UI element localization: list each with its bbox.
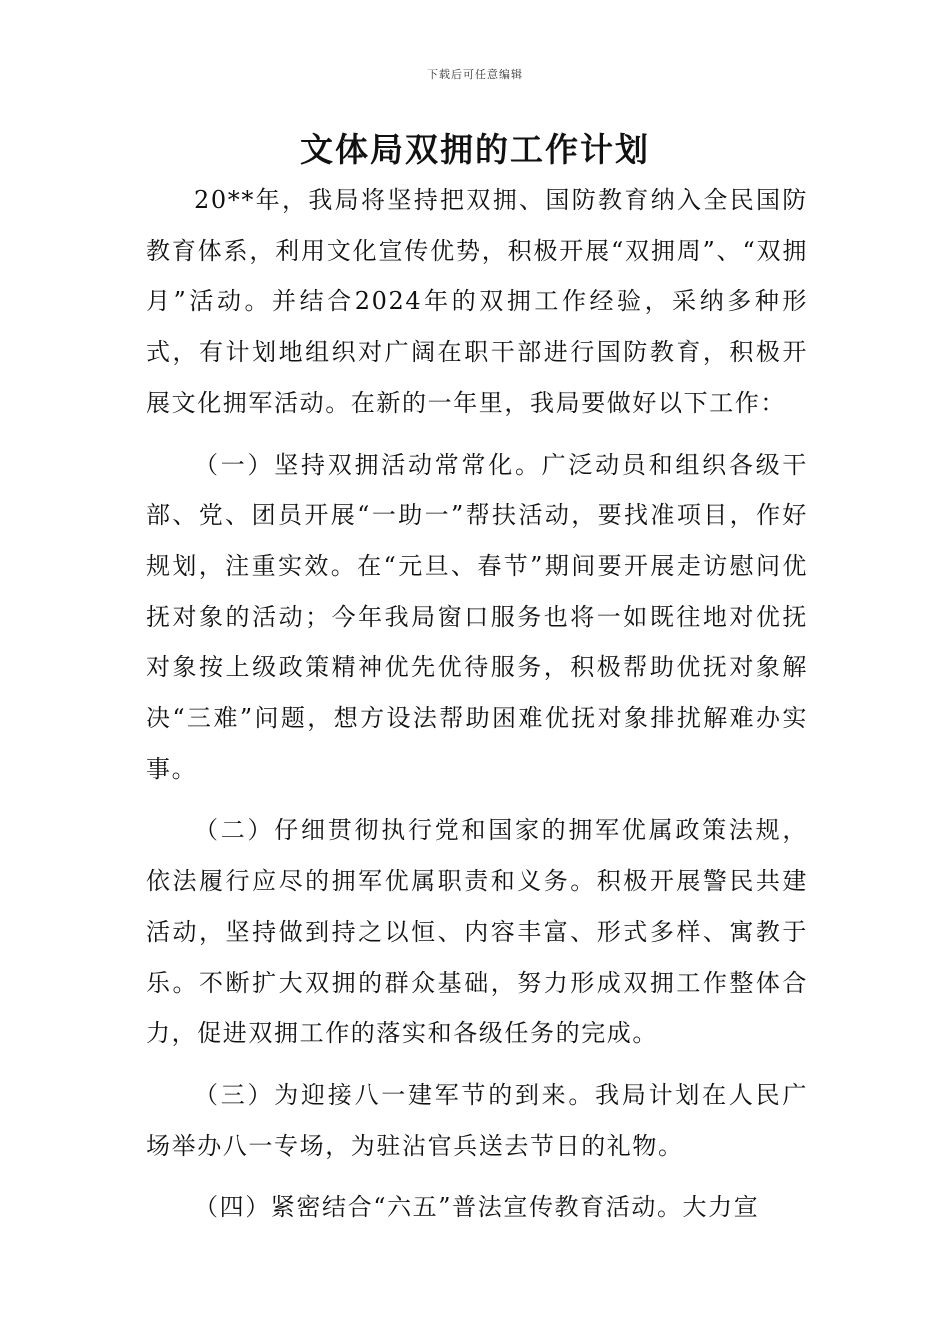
paragraph-intro: 20**年，我局将坚持把双拥、国防教育纳入全民国防教育体系，利用文化宣传优势，积极开展“双拥周”、“双拥月”活动。并结合2024年的双拥工作经验，采纳多种形式，有计划地组织对广阔在职干部进行国防教育，积极开展文化拥军活动。在新的一年里，我局要做好以下工作：: [146, 186, 808, 417]
paragraph-item-3: （三）为迎接八一建军节的到来。我局计划在人民广场举办八一专场，为驻沾官兵送去节日的礼物。: [146, 1080, 808, 1160]
document-body: [146, 175, 808, 1233]
paragraph-item-2: （二）仔细贯彻执行党和国家的拥军优属政策法规，依法履行应尽的拥军优属职责和义务。积极开展警民共建活动，坚持做到持之以恒、内容丰富、形式多样、寓教于乐。不断扩大双拥的群众基础，努力形成双拥工作整体合力，促进双拥工作的落实和各级任务的完成。: [146, 816, 808, 1048]
paragraph-item-4: （四）紧密结合“六五”普法宣传教育活动。大力宣: [194, 1193, 760, 1222]
document-title: 文体局双拥的工作计划: [300, 130, 650, 169]
header-note: 下载后可任意编辑: [427, 68, 523, 81]
paragraph-item-1: （一）坚持双拥活动常常化。广泛动员和组织各级干部、党、团员开展“一助一”帮扶活动，要找准项目，作好规划，注重实效。在“元旦、春节”期间要开展走访慰问优抚对象的活动；今年我局窗口服务也将一如既往地对优抚对象按上级政策精神优先优待服务，积极帮助优抚对象解决“三难”问题，想方设法帮助困难优抚对象排扰解难办实事。: [146, 450, 808, 783]
